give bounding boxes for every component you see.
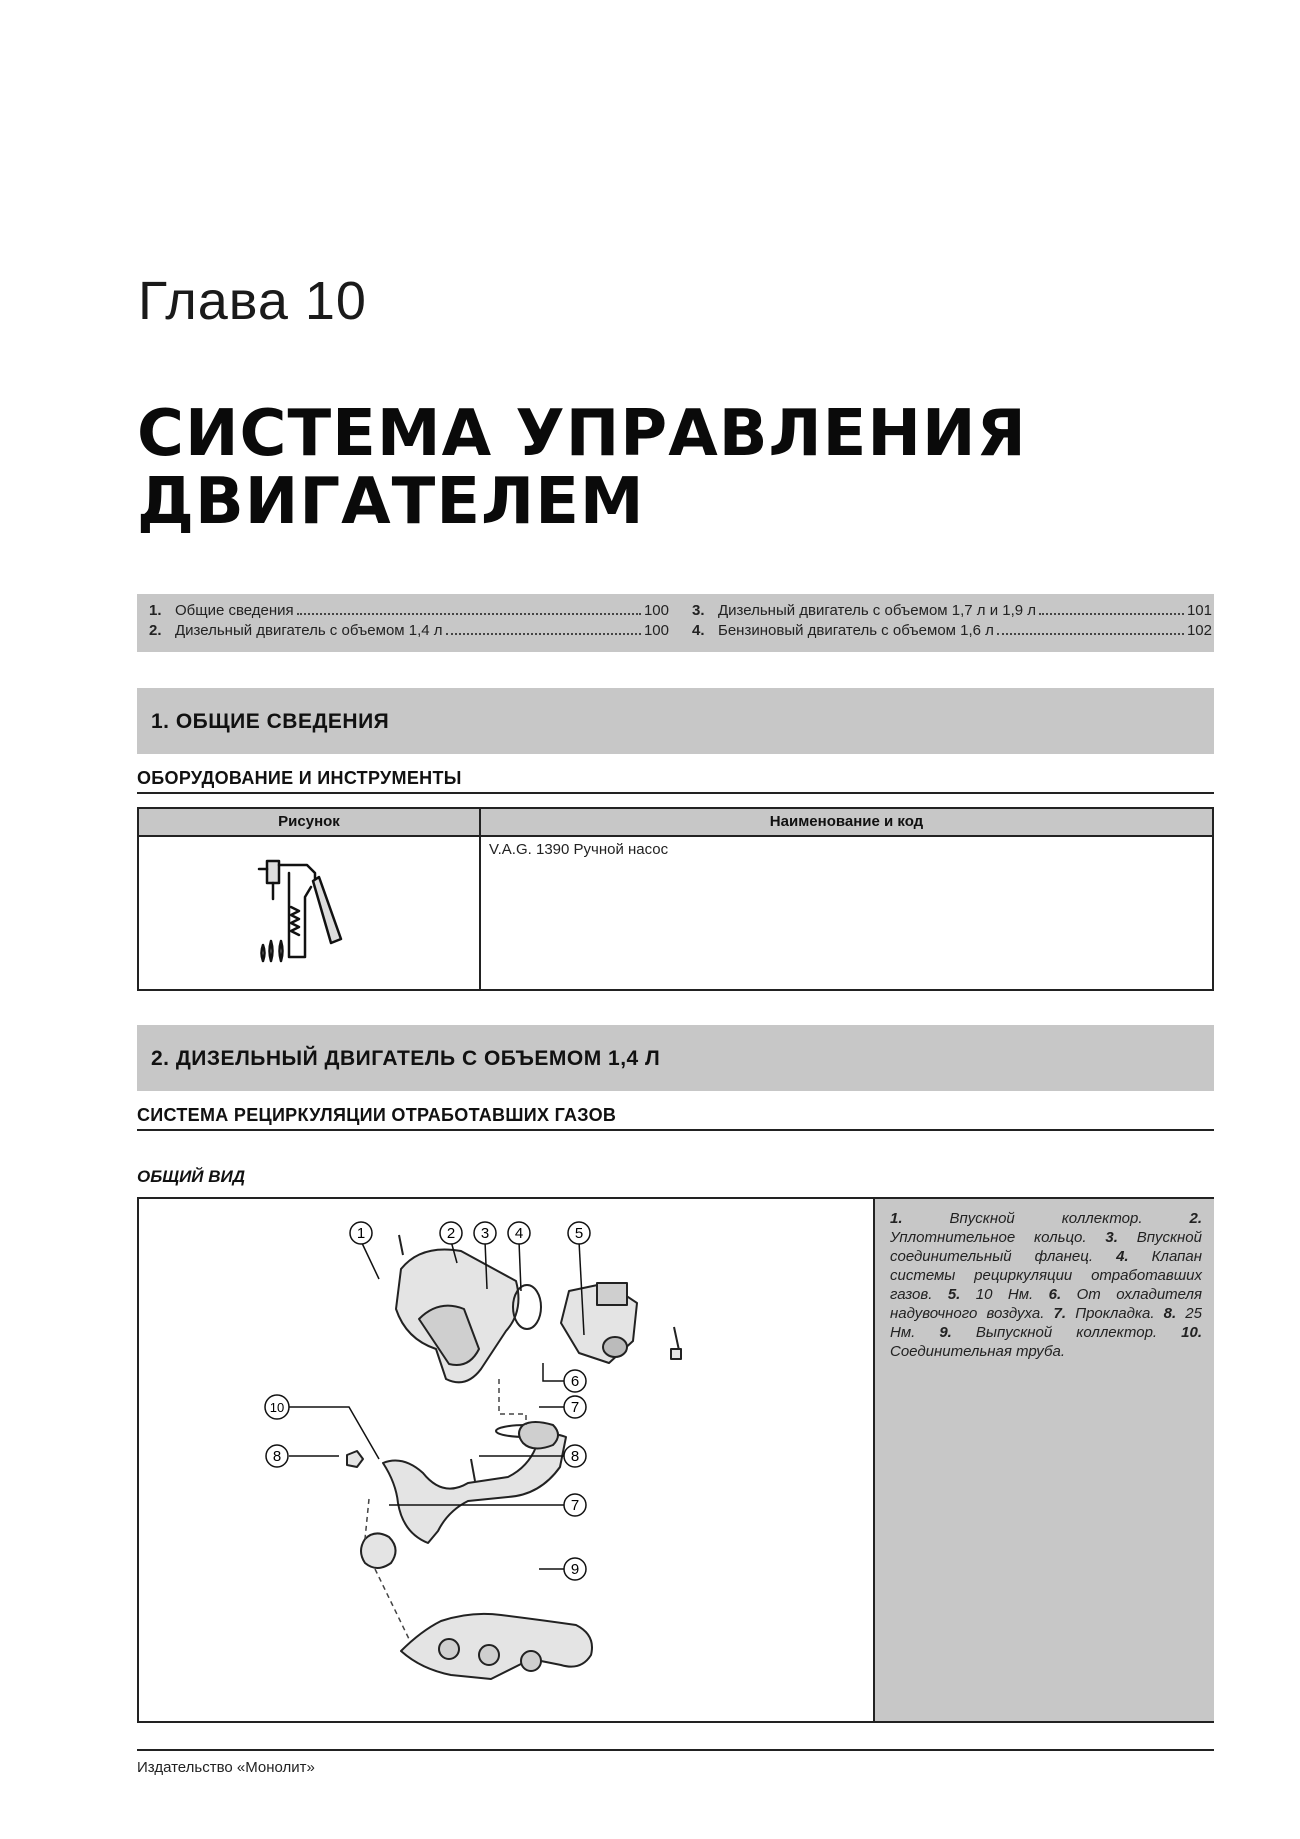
legend-item-number: 10.	[1181, 1324, 1202, 1341]
contents-item-number: 4.	[692, 622, 705, 639]
leader-dots	[1039, 613, 1184, 615]
view-label: ОБЩИЙ ВИД	[137, 1167, 246, 1186]
callout-9	[564, 1558, 586, 1580]
legend-item-number: 8.	[1163, 1305, 1177, 1322]
contents-item-page: 102	[1186, 622, 1212, 639]
contents-item-title: Дизельный двигатель с объемом 1,4 л	[175, 622, 443, 639]
legend-item-number: 9.	[939, 1324, 952, 1341]
callout-number: 10	[269, 1400, 285, 1415]
callout-number: 1	[356, 1225, 366, 1242]
section-heading: 2. ДИЗЕЛЬНЫЙ ДВИГАТЕЛЬ С ОБЪЕМОМ 1,4 Л	[151, 1047, 661, 1070]
callout-number: 4	[514, 1225, 524, 1242]
contents-item[interactable]	[692, 602, 1212, 622]
callout-number: 5	[574, 1225, 584, 1242]
contents-item-title: Бензиновый двигатель с объемом 1,6 л	[718, 622, 994, 639]
callout-8	[564, 1445, 586, 1467]
legend-item-text: Впускной коллектор.	[902, 1210, 1190, 1227]
gasket-part	[361, 1533, 396, 1568]
leader-dots	[997, 633, 1184, 635]
legend-item-number: 6.	[1048, 1286, 1062, 1303]
callout-3	[474, 1222, 496, 1244]
table-header-figure: Рисунок	[139, 809, 479, 837]
tools-table	[137, 807, 1214, 991]
divider	[137, 1129, 1214, 1131]
contents-item[interactable]	[692, 622, 1212, 642]
egr-exploded-diagram	[139, 1199, 873, 1721]
column-divider	[479, 809, 481, 989]
leader-dots	[297, 613, 641, 615]
legend-item-text: 10 Нм.	[960, 1286, 1049, 1303]
figure-legend	[873, 1199, 1214, 1721]
chapter-label: Глава 10	[138, 271, 367, 331]
legend-item-text: Уплотнительное кольцо.	[890, 1229, 1106, 1246]
leader-dots	[446, 633, 641, 635]
legend-item-number: 7.	[1053, 1305, 1067, 1322]
contents-item-number: 1.	[149, 602, 162, 619]
legend-item-text: 25 Нм.	[890, 1305, 1202, 1341]
callout-number: 6	[570, 1373, 580, 1390]
subsection-heading: СИСТЕМА РЕЦИРКУЛЯЦИИ ОТРАБОТАВШИХ ГАЗОВ	[137, 1105, 617, 1125]
contents-item-number: 2.	[149, 622, 162, 639]
callout-1	[350, 1222, 372, 1244]
legend-text	[890, 1209, 1202, 1361]
chapter-title	[137, 397, 1027, 539]
callout-4	[508, 1222, 530, 1244]
callout-2	[440, 1222, 462, 1244]
subsection-heading: ОБОРУДОВАНИЕ И ИНСТРУМЕНТЫ	[137, 768, 462, 788]
contents-column-right	[692, 602, 1212, 642]
callout-number: 9	[570, 1561, 580, 1578]
callout-10	[265, 1395, 289, 1419]
divider	[137, 792, 1214, 794]
callout-number: 8	[272, 1448, 282, 1465]
callout-7-lower	[564, 1494, 586, 1516]
connecting-pipe-part	[383, 1435, 566, 1543]
contents-column-left	[149, 602, 669, 642]
legend-item-text: От охладителя надувочного воздуха.	[890, 1286, 1202, 1322]
legend-item-number: 2.	[1189, 1210, 1202, 1227]
tool-name: V.A.G. 1390 Ручной насос	[489, 841, 669, 858]
callout-5	[568, 1222, 590, 1244]
publisher-name: Издательство «Монолит»	[137, 1759, 315, 1776]
section-heading-band	[137, 688, 1214, 754]
callout-number: 3	[480, 1225, 490, 1242]
callout-number: 7	[570, 1497, 580, 1514]
callout-number: 7	[570, 1399, 580, 1416]
contents-item[interactable]	[149, 602, 669, 622]
table-header-name: Наименование и код	[481, 809, 1212, 837]
legend-item-number: 3.	[1105, 1229, 1118, 1246]
legend-item-number: 4.	[1116, 1248, 1129, 1265]
legend-item-number: 5.	[947, 1286, 961, 1303]
exhaust-manifold-part	[401, 1614, 592, 1679]
callout-6	[564, 1370, 586, 1392]
contents-item-title: Общие сведения	[175, 602, 294, 619]
chapter-title-line: СИСТЕМА УПРАВЛЕНИЯ	[137, 397, 1027, 471]
chapter-title-line: ДВИГАТЕЛЕМ	[137, 465, 645, 539]
section-heading-band	[137, 1025, 1214, 1091]
legend-item-text: Клапан системы рециркуляции отработавших газов.	[890, 1248, 1202, 1303]
callout-number: 8	[570, 1448, 580, 1465]
callout-8-left	[266, 1445, 288, 1467]
callout-7	[564, 1396, 586, 1418]
chapter-contents	[137, 594, 1214, 652]
legend-item-text: Впускной соединительный фланец.	[890, 1229, 1202, 1265]
contents-item-page: 100	[643, 602, 669, 619]
legend-item-text: Соединительная труба.	[890, 1343, 1065, 1360]
contents-item-page: 101	[1186, 602, 1212, 619]
callout-number: 2	[446, 1225, 456, 1242]
legend-item-text: Выпускной коллектор.	[951, 1324, 1182, 1341]
footer-divider	[137, 1749, 1214, 1751]
legend-item-number: 1.	[890, 1210, 903, 1227]
contents-item-number: 3.	[692, 602, 705, 619]
contents-item-page: 100	[643, 622, 669, 639]
contents-item-title: Дизельный двигатель с объемом 1,7 л и 1,9 л	[718, 602, 1037, 619]
figure-frame	[137, 1197, 1214, 1723]
section-heading: 1. ОБЩИЕ СВЕДЕНИЯ	[151, 710, 390, 733]
contents-item[interactable]	[149, 622, 669, 642]
legend-item-text: Прокладка.	[1066, 1305, 1164, 1322]
hand-pump-icon	[249, 847, 369, 977]
